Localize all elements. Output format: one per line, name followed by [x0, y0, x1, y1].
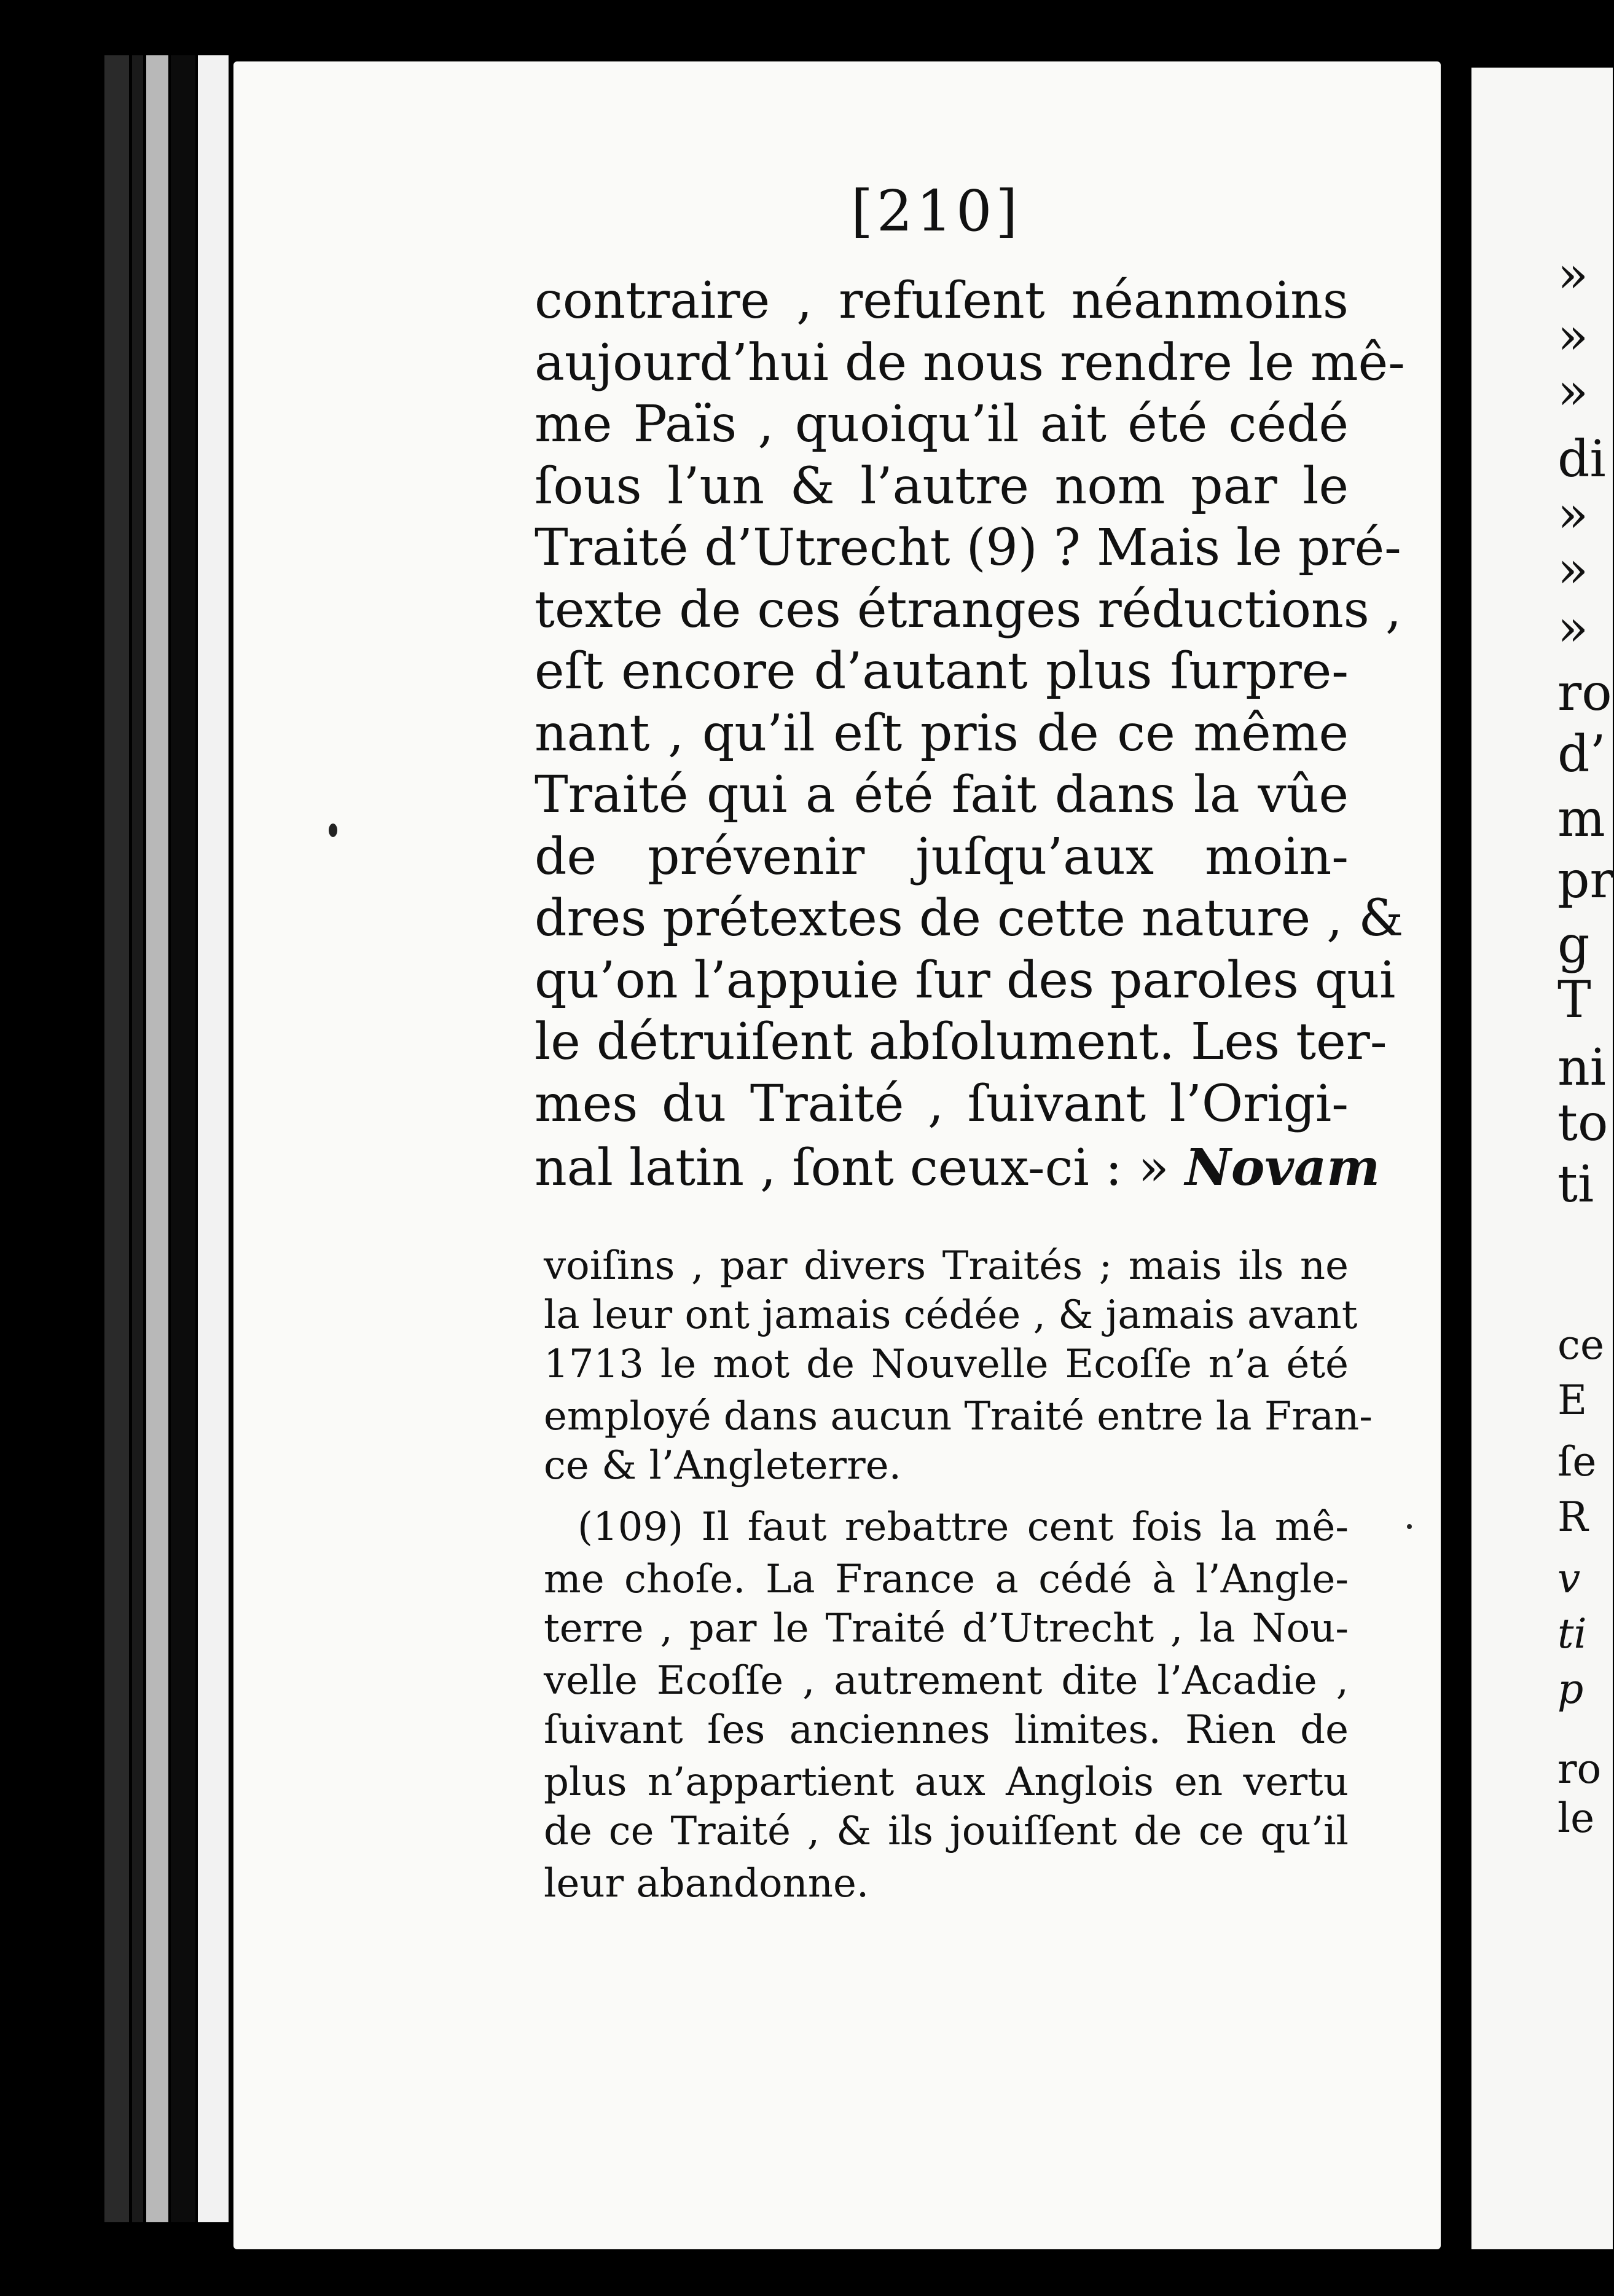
book-edge — [198, 55, 229, 2222]
main-text-line: Traité qui a été fait dans la vûe — [535, 766, 1349, 824]
facing-page-fragment: v — [1557, 1555, 1581, 1602]
main-text-line: eſt encore d’autant plus ſurpre- — [535, 642, 1349, 701]
main-text-line: le détruiſent abſolument. Les ter- — [535, 1013, 1387, 1071]
main-text-fragment: nal latin , ſont ceux-ci : » — [535, 1139, 1169, 1197]
facing-page-fragment: p — [1557, 1665, 1584, 1713]
main-text-line: mes du Traité , ſuivant l’Origi- — [535, 1074, 1349, 1133]
footnote-line: 1713 le mot de Nouvelle Ecoſſe n’a été — [544, 1342, 1349, 1387]
page-number: [210] — [851, 178, 1022, 244]
facing-page-fragment: pr — [1557, 851, 1614, 910]
facing-page-fragment: » — [1557, 599, 1589, 658]
facing-page-fragment: » — [1557, 307, 1589, 366]
book-edge — [104, 55, 129, 2222]
footnote-line: plus n’appartient aux Anglois en vertu — [544, 1759, 1349, 1805]
book-edge — [171, 55, 195, 2222]
facing-page-fragment: » — [1557, 541, 1589, 599]
facing-page-fragment: ti — [1557, 1610, 1587, 1657]
facing-page-fragment: T — [1557, 971, 1591, 1029]
footnote-line: leur abandonne. — [544, 1861, 869, 1906]
footnote-line: (109) Il faut rebattre cent fois la mê- — [578, 1504, 1349, 1550]
book-edge — [132, 55, 143, 2222]
footnote-line: employé dans aucun Traité entre la Fran- — [544, 1394, 1373, 1439]
facing-page-fragment: di — [1557, 430, 1606, 489]
footnote-line: me choſe. La France a cédé à l’Angle- — [544, 1557, 1349, 1602]
book-edge — [146, 55, 168, 2222]
facing-page-fragment: d’ — [1557, 725, 1606, 784]
footnote-line: la leur ont jamais cédée , & jamais avant — [544, 1292, 1358, 1338]
facing-page-fragment: g — [1557, 916, 1590, 974]
main-text-line: contraire , refuſent néanmoins — [535, 272, 1349, 330]
facing-page-fragment: ni — [1557, 1039, 1607, 1097]
facing-page-fragment: ce — [1557, 1321, 1605, 1369]
facing-page-fragment: ſe — [1557, 1438, 1597, 1485]
footnote-line: voiſins , par divers Traités ; mais ils ne — [544, 1243, 1349, 1289]
main-text-line: Traité d’Utrecht (9) ? Mais le pré- — [535, 519, 1401, 577]
main-text-line: nant , qu’il eſt pris de ce même — [535, 704, 1349, 763]
footnote-line: ſuivant ſes anciennes limites. Rien de — [544, 1707, 1349, 1753]
facing-page-fragment: R — [1557, 1493, 1588, 1541]
footnote-line: ce & l’Angleterre. — [544, 1443, 901, 1488]
ink-speck — [1407, 1524, 1412, 1529]
footnote-line: velle Ecoſſe , autrement dite l’Acadie , — [544, 1658, 1349, 1704]
facing-page-fragment: ti — [1557, 1155, 1594, 1214]
footnote-line: de ce Traité , & ils jouiſſent de ce qu’il — [544, 1809, 1349, 1854]
main-text-line: me Païs , quoiqu’il ait été cédé — [535, 395, 1349, 454]
facing-page-fragment: m — [1557, 790, 1605, 848]
italic-word: Novam — [1185, 1138, 1380, 1197]
main-text-line: ſous l’un & l’autre nom par le — [535, 457, 1349, 516]
facing-page-fragment: » — [1557, 486, 1589, 544]
facing-page — [1471, 68, 1613, 2249]
main-text-line: texte de ces étranges réductions , — [535, 580, 1402, 639]
facing-page-fragment: E — [1557, 1377, 1588, 1424]
ink-speck — [329, 824, 337, 837]
facing-page-fragment: ro — [1557, 1745, 1602, 1793]
facing-page-fragment: le — [1557, 1795, 1595, 1842]
facing-page-fragment: » — [1557, 246, 1589, 304]
main-text-line: dres prétextes de cette nature , & — [535, 889, 1404, 948]
facing-page-fragment: to — [1557, 1094, 1608, 1152]
main-text-line: qu’on l’appuie ſur des paroles qui — [535, 951, 1396, 1010]
main-text-line — [535, 1137, 1380, 1199]
facing-page-fragment: ro — [1557, 664, 1612, 722]
facing-page-fragment: » — [1557, 363, 1589, 421]
footnote-line: terre , par le Traité d’Utrecht , la Nou- — [544, 1606, 1349, 1651]
main-text-line: aujourd’hui de nous rendre le mê- — [535, 333, 1405, 392]
main-text-line: de prévenir juſqu’aux moin- — [535, 827, 1349, 886]
